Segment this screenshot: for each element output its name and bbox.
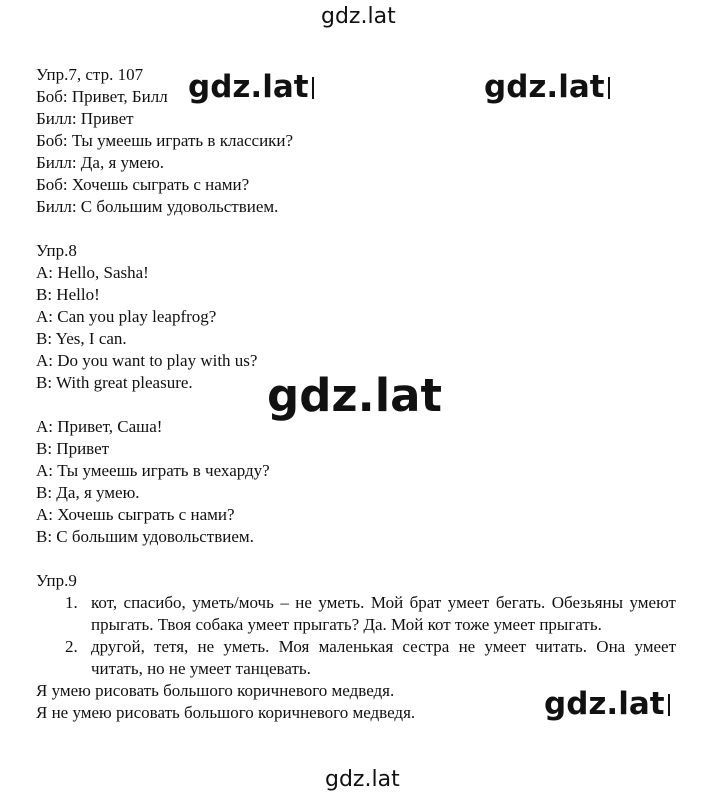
list-item-number: 1. <box>65 593 78 612</box>
watermark-text: gdz.lat <box>188 69 309 105</box>
watermark-top: gdz.lat <box>321 4 396 29</box>
dialogue-line: Билл: Да, я умею. <box>36 153 165 172</box>
watermark-text: gdz.lat <box>544 686 665 722</box>
dialogue-line-russian: А: Хочешь сыграть с нами? <box>36 505 235 524</box>
exercise-8-header: Упр.8 <box>36 241 77 260</box>
list-item-text: кот, спасибо, уметь/мочь – не уметь. Мой брат умеет бегать. Обезьяны умеют прыгать. Твоя собака умеет прыгать? Да. Мой кот тоже умеет прыгать. <box>91 593 676 634</box>
sentence-line: Я умею рисовать большого коричневого медведя. <box>36 681 395 700</box>
dialogue-line-russian: А: Ты умеешь играть в чехарду? <box>36 461 270 480</box>
watermark-cursor-icon <box>668 694 670 716</box>
dialogue-line-english: B: Yes, I can. <box>36 329 127 348</box>
watermark-overlay <box>544 686 670 722</box>
exercise-9-header: Упр.9 <box>36 571 77 590</box>
dialogue-line-russian: В: Привет <box>36 439 110 458</box>
watermark-overlay <box>484 69 610 105</box>
exercise-9-list <box>36 592 676 680</box>
dialogue-line: Билл: С большим удовольствием. <box>36 197 279 216</box>
dialogue-line-russian: В: С большим удовольствием. <box>36 527 254 546</box>
dialogue-line: Боб: Ты умеешь играть в классики? <box>36 131 294 150</box>
watermark-cursor-icon <box>608 77 610 99</box>
dialogue-line-english: A: Can you play leapfrog? <box>36 307 217 326</box>
watermark-overlay <box>188 69 314 105</box>
dialogue-line-english: A: Hello, Sasha! <box>36 263 149 282</box>
dialogue-line-english: B: Hello! <box>36 285 100 304</box>
watermark-text: gdz.lat <box>484 69 605 105</box>
sentence-line: Я не умею рисовать большого коричневого медведя. <box>36 703 416 722</box>
list-item <box>65 592 676 636</box>
watermark-cursor-icon <box>312 77 314 99</box>
watermark-overlay-large: gdz.lat <box>267 369 443 422</box>
exercise-7-header: Упр.7, стр. 107 <box>36 65 144 84</box>
dialogue-line: Билл: Привет <box>36 109 134 128</box>
watermark-bottom: gdz.lat <box>325 767 400 792</box>
dialogue-line: Боб: Хочешь сыграть с нами? <box>36 175 250 194</box>
list-item <box>65 636 676 680</box>
dialogue-line-russian: А: Привет, Саша! <box>36 417 163 436</box>
dialogue-line-russian: В: Да, я умею. <box>36 483 140 502</box>
dialogue-line-english: B: With great pleasure. <box>36 373 193 392</box>
dialogue-line-english: A: Do you want to play with us? <box>36 351 258 370</box>
list-item-number: 2. <box>65 637 78 656</box>
dialogue-line: Боб: Привет, Билл <box>36 87 168 106</box>
list-item-text: другой, тетя, не уметь. Моя маленькая сестра не умеет читать. Она умеет читать, но не умеет танцевать. <box>91 637 676 678</box>
